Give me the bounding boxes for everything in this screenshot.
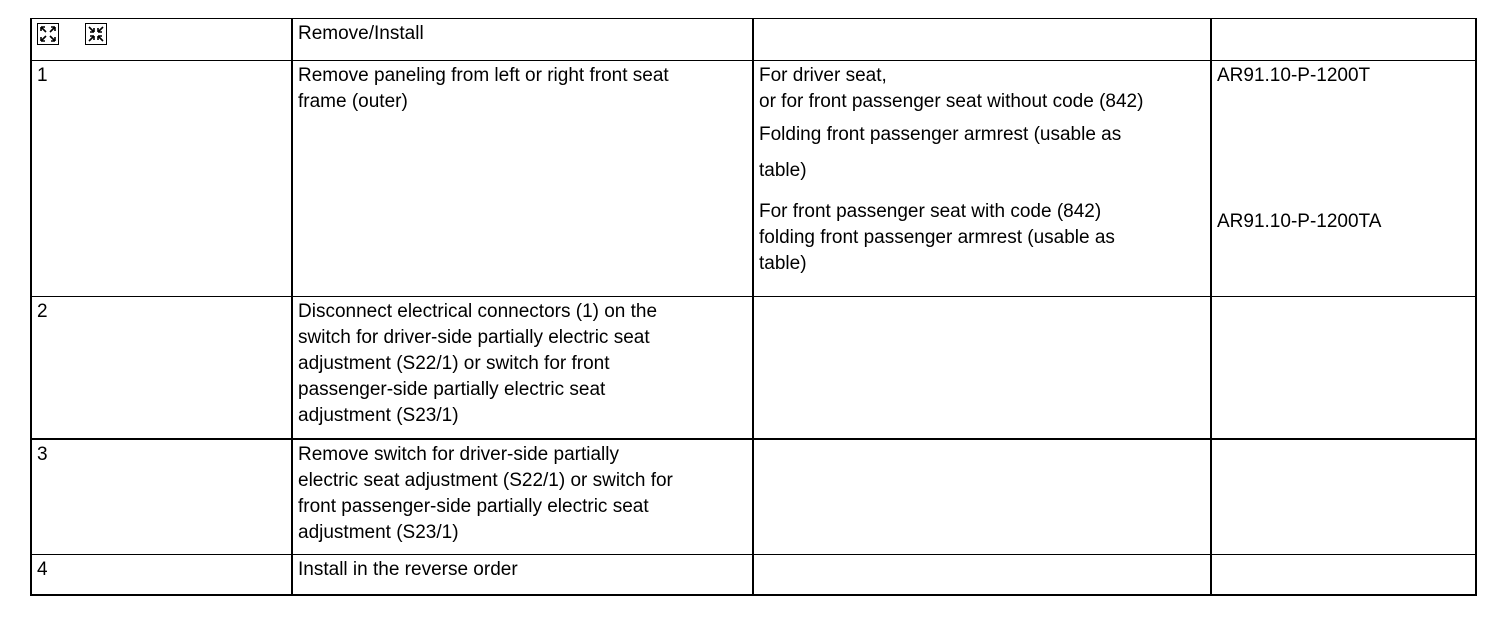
step-conditions xyxy=(753,297,1211,439)
step-conditions xyxy=(753,439,1211,555)
header-icons-cell xyxy=(31,19,292,61)
step-action-line: passenger-side partially electric seat xyxy=(298,379,606,400)
step-action-line: electric seat adjustment (S22/1) or switch for xyxy=(298,469,673,491)
step-action-line: Remove switch for driver-side partially xyxy=(298,443,619,465)
condition-line: Folding front passenger armrest (usable as xyxy=(759,124,1122,145)
condition-passenger-seat xyxy=(759,199,1205,277)
step-action-line: adjustment (S23/1) xyxy=(298,405,459,426)
step-action xyxy=(292,297,753,439)
condition-driver-seat xyxy=(759,63,1205,115)
condition-line: table) xyxy=(759,253,807,274)
step-number: 1 xyxy=(31,61,292,297)
procedure-table xyxy=(30,18,1477,596)
step-action-line: adjustment (S22/1) or switch for front xyxy=(298,353,610,374)
condition-line: folding front passenger armrest (usable as xyxy=(759,227,1115,248)
step-number: 4 xyxy=(31,555,292,595)
step-action xyxy=(292,61,753,297)
table-row xyxy=(31,297,1476,439)
step-action-line: switch for driver-side partially electric seat xyxy=(298,327,650,348)
header-title: Remove/Install xyxy=(292,19,753,61)
step-action-line: Remove paneling from left or right front seat xyxy=(298,65,669,86)
step-action-line: Install in the reverse order xyxy=(298,559,518,580)
condition-line: table) xyxy=(759,160,807,181)
step-conditions xyxy=(753,555,1211,595)
table-row xyxy=(31,555,1476,595)
step-action-line: frame (outer) xyxy=(298,91,408,112)
table-row xyxy=(31,61,1476,297)
collapse-icon[interactable] xyxy=(85,23,107,45)
step-conditions xyxy=(753,61,1211,297)
step-references xyxy=(1211,297,1476,439)
step-action-line: front passenger-side partially electric seat xyxy=(298,495,649,517)
view-toggle-icons xyxy=(37,21,286,45)
table-row xyxy=(31,439,1476,555)
header-empty-cell xyxy=(753,19,1211,61)
condition-armrest xyxy=(759,117,1205,189)
step-action-line: adjustment (S23/1) xyxy=(298,521,459,543)
header-empty-cell xyxy=(1211,19,1476,61)
condition-line: For driver seat, xyxy=(759,65,887,86)
condition-line: For front passenger seat with code (842) xyxy=(759,201,1102,222)
step-references xyxy=(1211,61,1476,297)
condition-line: or for front passenger seat without code (842) xyxy=(759,91,1144,112)
step-action xyxy=(292,555,753,595)
reference-link[interactable]: AR91.10-P-1200TA xyxy=(1217,211,1382,232)
step-number: 2 xyxy=(31,297,292,439)
header-row xyxy=(31,19,1476,61)
step-references xyxy=(1211,439,1476,555)
reference-link[interactable]: AR91.10-P-1200T xyxy=(1217,65,1371,86)
step-action xyxy=(292,439,753,555)
step-number: 3 xyxy=(31,439,292,555)
expand-icon[interactable] xyxy=(37,23,59,45)
step-references xyxy=(1211,555,1476,595)
step-action-line: Disconnect electrical connectors (1) on the xyxy=(298,301,658,322)
